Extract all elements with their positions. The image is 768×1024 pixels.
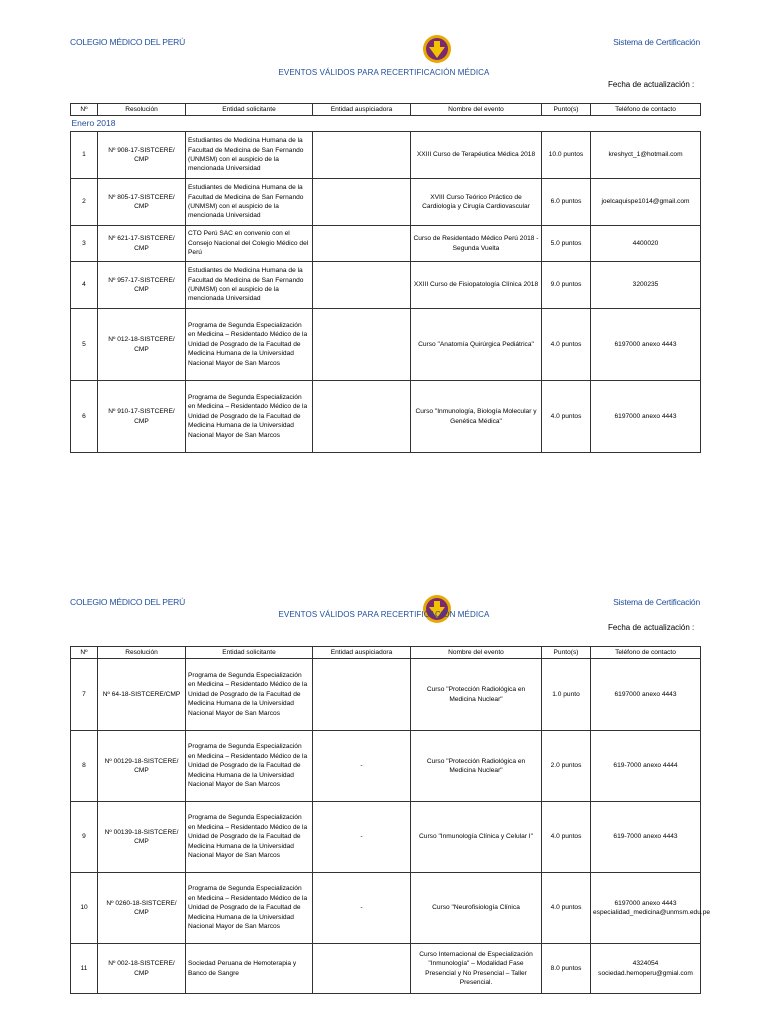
org-name: COLEGIO MÉDICO DEL PERÚ xyxy=(70,37,186,47)
row-contact: 619-7000 anexo 4444 xyxy=(591,731,701,802)
row-requesting-entity: Programa de Segunda Especialización en Medicina – Residentado Médico de la Unidad de Posgrado de la Facultad de Medicina Humana de la Universidad Nacional Mayor de San Marcos xyxy=(186,873,313,944)
month-heading: Enero 2018 xyxy=(71,117,116,128)
table-row xyxy=(71,309,701,381)
row-number: 1 xyxy=(71,132,98,179)
seal-icon xyxy=(422,594,452,624)
row-number: 7 xyxy=(71,659,98,731)
table-row xyxy=(71,179,701,226)
row-points: 4.0 puntos xyxy=(542,309,591,381)
col-header-points: Punto(s) xyxy=(542,647,591,659)
row-number: 8 xyxy=(71,731,98,802)
table-header-row xyxy=(71,647,701,659)
row-requesting-entity: CTO Perú SAC en convenio con el Consejo Nacional del Colegio Médico del Perú xyxy=(186,226,313,262)
row-points: 4.0 puntos xyxy=(542,873,591,944)
row-contact: kreshyct_1@hotmail.com xyxy=(591,132,701,179)
update-date-label: Fecha de actualización : xyxy=(608,623,695,632)
row-requesting-entity: Programa de Segunda Especialización en Medicina – Residentado Médico de la Unidad de Posgrado de la Facultad de Medicina Humana de la Universidad Nacional Mayor de San Marcos xyxy=(186,309,313,381)
row-event-name: Curso de Residentado Médico Perú 2018 - Segunda Vuelta xyxy=(411,226,542,262)
row-contact: 6197000 anexo 4443 xyxy=(591,309,701,381)
row-requesting-entity: Estudiantes de Medicina Humana de la Facultad de Medicina de San Fernando (UNMSM) con el auspicio de la mencionada Universidad xyxy=(186,179,313,226)
row-requesting-entity: Programa de Segunda Especialización en Medicina – Residentado Médico de la Unidad de Posgrado de la Facultad de Medicina Humana de la Universidad Nacional Mayor de San Marcos xyxy=(186,731,313,802)
row-number: 2 xyxy=(71,179,98,226)
table-row xyxy=(71,132,701,179)
row-number: 10 xyxy=(71,873,98,944)
document-title: EVENTOS VÁLIDOS PARA RECERTIFICACIÓN MÉDICA xyxy=(278,68,490,77)
events-table-page-2 xyxy=(70,646,711,994)
row-event-name: XVIII Curso Teórico Práctico de Cardiología y Cirugía Cardiovascular xyxy=(411,179,542,226)
row-sponsoring-entity xyxy=(313,226,411,262)
document-title: EVENTOS VÁLIDOS PARA RECERTIFICACIÓN MÉDICA xyxy=(278,610,490,619)
row-number: 9 xyxy=(71,802,98,873)
row-contact: 3200235 xyxy=(591,262,701,309)
row-requesting-entity: Programa de Segunda Especialización en Medicina – Residentado Médico de la Unidad de Posgrado de la Facultad de Medicina Humana de la Universidad Nacional Mayor de San Marcos xyxy=(186,802,313,873)
row-points: 4.0 puntos xyxy=(542,802,591,873)
row-sponsoring-entity xyxy=(313,944,411,994)
table-row xyxy=(71,659,701,731)
row-sponsoring-entity xyxy=(313,381,411,453)
col-header-event-name: Nombre del evento xyxy=(411,104,542,116)
row-requesting-entity: Sociedad Peruana de Hemoterapia y Banco de Sangre xyxy=(186,944,313,994)
row-sponsoring-entity xyxy=(313,179,411,226)
col-header-points: Punto(s) xyxy=(542,104,591,116)
row-points: 5.0 puntos xyxy=(542,226,591,262)
col-header-sponsoring-entity: Entidad auspiciadora xyxy=(313,647,411,659)
row-resolution: Nº 00129-18-SISTCERE/ CMP xyxy=(98,731,186,802)
row-points: 9.0 puntos xyxy=(542,262,591,309)
table-row xyxy=(71,381,701,453)
events-table-page-1 xyxy=(70,103,701,453)
col-header-requesting-entity: Entidad solicitante xyxy=(186,647,313,659)
row-resolution: Nº 012-18-SISTCERE/ CMP xyxy=(98,309,186,381)
row-contact: 4400020 xyxy=(591,226,701,262)
row-number: 6 xyxy=(71,381,98,453)
row-event-name: Curso "Neurofisiología Clínica xyxy=(411,873,542,944)
table-row xyxy=(71,944,701,994)
row-resolution: Nº 002-18-SISTCERE/ CMP xyxy=(98,944,186,994)
table-header-row xyxy=(71,104,701,116)
row-points: 10.0 puntos xyxy=(542,132,591,179)
col-header-sponsoring-entity: Entidad auspiciadora xyxy=(313,104,411,116)
col-header-resolution: Resolución xyxy=(98,647,186,659)
row-sponsoring-entity: - xyxy=(313,731,411,802)
row-event-name: Curso "Protección Radiológica en Medicina Nuclear" xyxy=(411,659,542,731)
row-contact: joelcaquispe1014@gmail.com xyxy=(591,179,701,226)
row-event-name: Curso "Inmunología, Biología Molecular y Genética Médica" xyxy=(411,381,542,453)
row-sponsoring-entity: - xyxy=(313,802,411,873)
row-event-name: Curso "Anatomía Quirúrgica Pediátrica" xyxy=(411,309,542,381)
row-number: 4 xyxy=(71,262,98,309)
col-header-contact-phone: Teléfono de contacto xyxy=(591,647,701,659)
row-sponsoring-entity xyxy=(313,262,411,309)
row-resolution: Nº 957-17-SISTCERE/ CMP xyxy=(98,262,186,309)
system-name: Sistema de Certificación xyxy=(613,37,700,47)
org-name: COLEGIO MÉDICO DEL PERÚ xyxy=(70,597,186,607)
row-contact: 4324054 sociedad.hemoperu@gmial.com xyxy=(591,944,701,994)
update-date-label: Fecha de actualización : xyxy=(608,80,695,89)
row-contact: 6197000 anexo 4443 xyxy=(591,381,701,453)
table-row xyxy=(71,731,701,802)
row-event-name: Curso "Inmunología Clínica y Celular I" xyxy=(411,802,542,873)
row-sponsoring-entity xyxy=(313,132,411,179)
row-points: 1.0 punto xyxy=(542,659,591,731)
row-event-name: XXIII Curso de Terapéutica Médica 2018 xyxy=(411,132,542,179)
col-header-contact-phone: Teléfono de contacto xyxy=(591,104,701,116)
table-row xyxy=(71,262,701,309)
row-event-name: Curso Internacional de Especialización "Inmunología" – Modalidad Fase Presencial y No Presencial – Taller Presencial. xyxy=(411,944,542,994)
row-resolution: Nº 910-17-SISTCERE/ CMP xyxy=(98,381,186,453)
col-header-number: Nº xyxy=(71,647,98,659)
row-resolution: Nº 805-17-SISTCERE/ CMP xyxy=(98,179,186,226)
row-requesting-entity: Estudiantes de Medicina Humana de la Facultad de Medicina de San Fernando (UNMSM) con el auspicio de la mencionada Universidad xyxy=(186,132,313,179)
row-number: 5 xyxy=(71,309,98,381)
row-event-name: Curso "Protección Radiológica en Medicina Nuclear" xyxy=(411,731,542,802)
seal-icon xyxy=(422,34,452,64)
row-requesting-entity: Programa de Segunda Especialización en Medicina – Residentado Médico de la Unidad de Posgrado de la Facultad de Medicina Humana de la Universidad Nacional Mayor de San Marcos xyxy=(186,659,313,731)
row-event-name: XXIII Curso de Fisiopatología Clínica 2018 xyxy=(411,262,542,309)
col-header-event-name: Nombre del evento xyxy=(411,647,542,659)
row-resolution: Nº 00139-18-SISTCERE/ CMP xyxy=(98,802,186,873)
row-number: 3 xyxy=(71,226,98,262)
row-sponsoring-entity xyxy=(313,309,411,381)
table-row xyxy=(71,802,701,873)
row-contact: 6197000 anexo 4443 xyxy=(591,659,701,731)
row-points: 2.0 puntos xyxy=(542,731,591,802)
row-requesting-entity: Estudiantes de Medicina Humana de la Facultad de Medicina de San Fernando (UNMSM) con el auspicio de la mencionada Universidad xyxy=(186,262,313,309)
row-requesting-entity: Programa de Segunda Especialización en Medicina – Residentado Médico de la Unidad de Posgrado de la Facultad de Medicina Humana de la Universidad Nacional Mayor de San Marcos xyxy=(186,381,313,453)
row-contact: 6197000 anexo 4443 especialidad_medicina@unmsm.edu.pe xyxy=(591,873,701,944)
table-row xyxy=(71,226,701,262)
row-resolution: Nº 621-17-SISTCERE/ CMP xyxy=(98,226,186,262)
row-resolution: Nº 0260-18-SISTCERE/ CMP xyxy=(98,873,186,944)
system-name: Sistema de Certificación xyxy=(613,597,700,607)
col-header-requesting-entity: Entidad solicitante xyxy=(186,104,313,116)
row-points: 8.0 puntos xyxy=(542,944,591,994)
row-points: 4.0 puntos xyxy=(542,381,591,453)
row-points: 6.0 puntos xyxy=(542,179,591,226)
table-row xyxy=(71,873,701,944)
row-resolution: Nº 908-17-SISTCERE/ CMP xyxy=(98,132,186,179)
col-header-number: Nº xyxy=(71,104,98,116)
row-contact: 619-7000 anexo 4443 xyxy=(591,802,701,873)
row-number: 11 xyxy=(71,944,98,994)
row-sponsoring-entity xyxy=(313,659,411,731)
row-resolution: Nº 64-18-SISTCERE/CMP xyxy=(98,659,186,731)
row-sponsoring-entity: - xyxy=(313,873,411,944)
col-header-resolution: Resolución xyxy=(98,104,186,116)
